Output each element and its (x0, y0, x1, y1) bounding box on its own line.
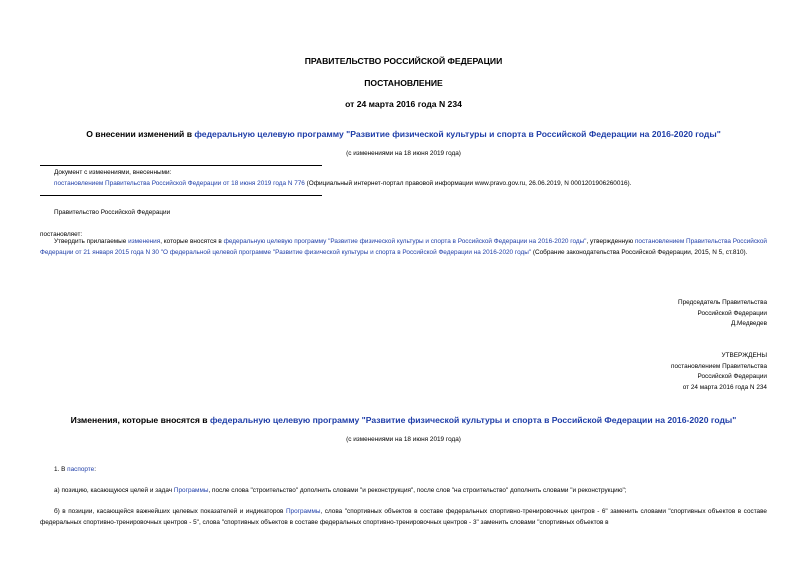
annex-revision-note: (с изменениями на 18 июня 2019 года) (346, 436, 461, 443)
paragraph-approve (40, 236, 767, 258)
decides-line: постановляет: (40, 231, 83, 238)
changes-entry (54, 178, 631, 189)
item-1-text-b: : (94, 466, 96, 473)
item-b-text-2: , слова "спортивных объектов в составе федеральных спортивно-тренировочных центров - 6" заменить словами "спортивных объектов в составе федеральных спортивно-тренировочных центров - 5", слова "спортивных объектов в составе федеральных спортивно-тренировочных центров - 3" заменить словами "спортивных объектов в (40, 508, 767, 527)
date-number-heading: от 24 марта 2016 года N 234 (345, 99, 462, 109)
item-b-text-1: б) в позиции, касающейся важнейших целевых показателей и индикаторов (54, 508, 286, 515)
p1-text-a: Утвердить прилагаемые (54, 238, 129, 245)
annex-title-prefix: Изменения, которые вносятся в (70, 415, 210, 425)
p1-text-d: (Собрание законодательства Российской Федерации, 2015, N 5, ст.810). (531, 249, 748, 257)
divider-top (40, 165, 322, 166)
item-a-text-2: , после слова "строительство" дополнить словами "и реконструкция", после слов "на строительство" дополнить словами "и реконструкцию"; (208, 487, 627, 494)
signature-block (678, 298, 767, 330)
annex-program-link[interactable]: федеральную целевую программу "Развитие физической культуры и спорта в Российской Федерации на 2016-2020 годы" (209, 415, 737, 425)
changes-source: (Официальный интернет-портал правовой информации www.pravo.gov.ru, 26.06.2019, N 0001201906260016). (304, 180, 632, 187)
program-link[interactable]: федеральную целевую программу "Развитие физической культуры и спорта в Российской Федерации на 2016-2020 годы" (223, 238, 587, 245)
p1-text-b: , которые вносятся в (160, 238, 224, 245)
title-program-link[interactable]: федеральную целевую программу "Развитие физической культуры и спорта в Российской Федерации на 2016-2020 годы" (194, 129, 721, 139)
title-revision-note: (с изменениями на 18 июня 2019 года) (346, 150, 461, 157)
divider-bottom (40, 195, 322, 196)
document-title (0, 129, 807, 139)
approval-block (671, 351, 767, 393)
approval-line-3: Российской Федерации (697, 373, 767, 381)
item-b-program-link[interactable]: Программы (285, 508, 321, 515)
item-1 (54, 464, 96, 475)
signature-line-1: Председатель Правительства (678, 299, 767, 306)
doc-type-heading: ПОСТАНОВЛЕНИЕ (364, 78, 443, 88)
signature-line-3: Д.Медведев (730, 320, 767, 328)
passport-link[interactable]: паспорте (67, 466, 95, 473)
title-prefix: О внесении изменений в (86, 129, 195, 139)
government-line: Правительство Российской Федерации (54, 209, 171, 216)
amending-decree-link[interactable]: постановлением Правительства Российской Федерации от 18 июня 2019 года N 776 (54, 180, 305, 187)
approval-line-4: от 24 марта 2016 года N 234 (682, 383, 767, 391)
annex-title (0, 415, 807, 425)
item-a (54, 485, 627, 496)
signature-line-2: Российской Федерации (697, 309, 767, 317)
changes-link[interactable]: изменения (128, 238, 161, 245)
item-a-program-link[interactable]: Программы (173, 487, 209, 494)
decree-30-link[interactable]: постановлением Правительства Российской Федерации от 21 января 2015 года N 30 "О федеральной целевой программе "Развитие физической культуры и спорта в Российской Федерации на 2016-2020 годы" (40, 238, 768, 257)
changes-label: Документ с изменениями, внесенными: (54, 169, 172, 176)
approval-line-2: постановлением Правительства (671, 362, 767, 370)
item-a-text-1: а) позицию, касающуюся целей и задач (54, 487, 174, 494)
p1-text-c: , утвержденную (586, 238, 635, 245)
item-1-text-a: 1. В (54, 466, 68, 473)
approval-line-1: УТВЕРЖДЕНЫ (721, 352, 767, 359)
government-heading: ПРАВИТЕЛЬСТВО РОССИЙСКОЙ ФЕДЕРАЦИИ (304, 56, 503, 66)
item-b (40, 506, 767, 528)
